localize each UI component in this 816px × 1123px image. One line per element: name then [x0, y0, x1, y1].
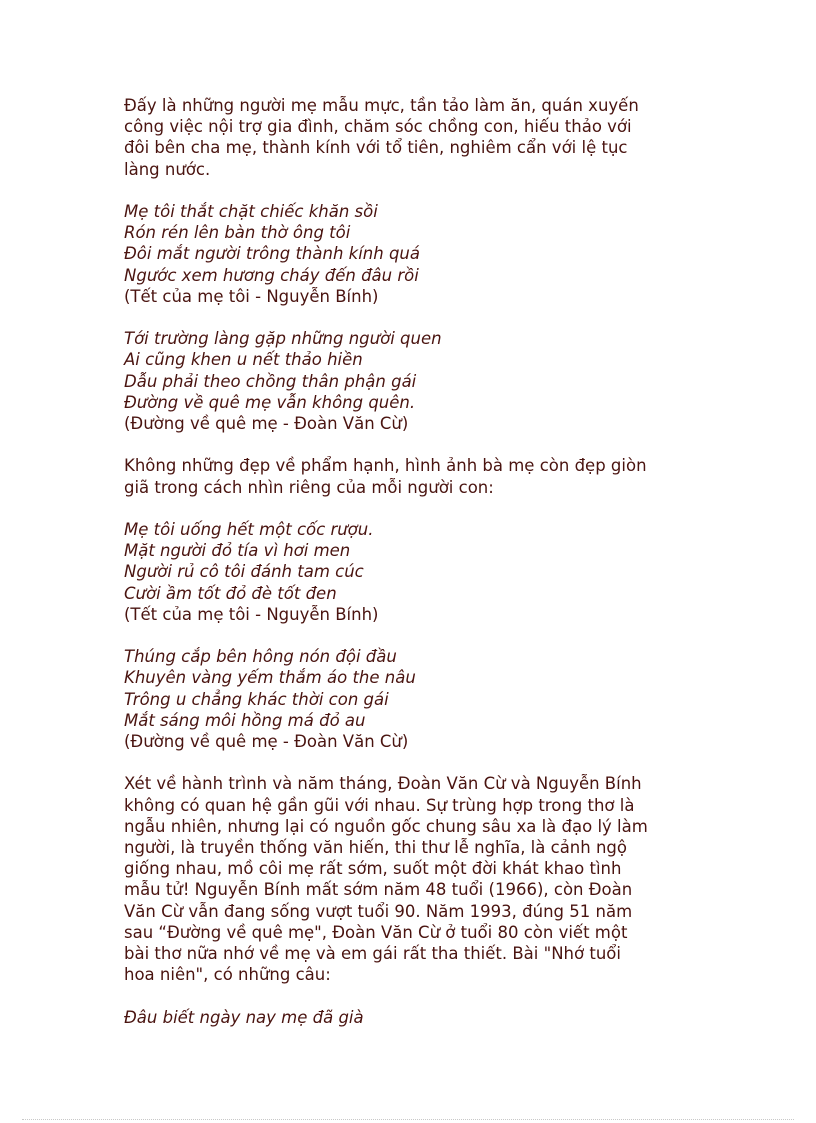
- verse-line: Thúng cắp bên hông nón đội đầu: [124, 647, 397, 667]
- text-line: bài thơ nữa nhớ về mẹ và em gái rất tha thiết. Bài "Nhớ tuổi: [124, 944, 621, 964]
- text-line: làng nước.: [124, 159, 211, 179]
- text-line: đôi bên cha mẹ, thành kính với tổ tiên, nghiêm cẩn với lệ tục: [124, 138, 628, 158]
- text-line: Xét về hành trình và năm tháng, Đoàn Văn Cừ và Nguyễn Bính: [124, 774, 642, 794]
- document-body: [124, 95, 704, 1049]
- text-line: Văn Cừ vẫn đang sống vượt tuổi 90. Năm 1993, đúng 51 năm: [124, 901, 633, 921]
- verse-line: Ai cũng khen u nết thảo hiền: [124, 350, 363, 370]
- page-bottom-divider: [22, 1119, 794, 1120]
- text-line: người, là truyền thống văn hiến, thi thư lễ nghĩa, là cảnh ngộ: [124, 838, 627, 858]
- verse-stanza: [124, 328, 704, 434]
- verse-stanza: [124, 646, 704, 752]
- verse-line: Người rủ cô tôi đánh tam cúc: [124, 562, 364, 582]
- poem-source-citation: (Đường về quê mẹ - Đoàn Văn Cừ): [124, 732, 409, 752]
- text-line: sau “Đường về quê mẹ", Đoàn Văn Cừ ở tuổi 80 còn viết một: [124, 922, 628, 942]
- text-line: hoa niên", có những câu:: [124, 965, 331, 985]
- poem-source-citation: (Tết của mẹ tôi - Nguyễn Bính): [124, 286, 379, 306]
- verse-line: Cười ầm tốt đỏ đè tốt đen: [124, 583, 337, 603]
- text-line: giống nhau, mồ côi mẹ rất sớm, suốt một đời khát khao tình: [124, 859, 622, 879]
- verse-line: Đường về quê mẹ vẫn không quên.: [124, 392, 416, 412]
- text-line: công việc nội trợ gia đình, chăm sóc chồng con, hiếu thảo với: [124, 117, 632, 137]
- verse-line: Đâu biết ngày nay mẹ đã già: [124, 1007, 364, 1027]
- verse-line: Mặt người đỏ tía vì hơi men: [124, 541, 351, 561]
- verse-line: Mẹ tôi uống hết một cốc rượu.: [124, 520, 374, 539]
- text-line: Đấy là những người mẹ mẫu mực, tần tảo làm ăn, quán xuyến: [124, 96, 639, 115]
- verse-stanza: [124, 201, 704, 307]
- poem-source-citation: (Tết của mẹ tôi - Nguyễn Bính): [124, 604, 379, 624]
- verse-line: Rón rén lên bàn thờ ông tôi: [124, 223, 351, 243]
- verse-line: Mắt sáng môi hồng má đỏ au: [124, 710, 366, 730]
- prose-paragraph: [124, 773, 704, 985]
- text-line: mẫu tử! Nguyễn Bính mất sớm năm 48 tuổi (1966), còn Đoàn: [124, 880, 633, 900]
- verse-line: Dẫu phải theo chồng thân phận gái: [124, 371, 417, 391]
- verse-line: Mẹ tôi thắt chặt chiếc khăn sồi: [124, 202, 378, 221]
- verse-stanza: [124, 1007, 704, 1028]
- poem-source-citation: (Đường về quê mẹ - Đoàn Văn Cừ): [124, 414, 409, 434]
- verse-stanza: [124, 519, 704, 625]
- verse-line: Ngước xem hương cháy đến đâu rồi: [124, 265, 419, 285]
- verse-line: Tới trường làng gặp những người quen: [124, 329, 442, 349]
- text-line: không có quan hệ gần gũi với nhau. Sự trùng hợp trong thơ là: [124, 795, 635, 815]
- verse-line: Khuyên vàng yếm thắm áo the nâu: [124, 668, 416, 688]
- prose-paragraph: [124, 455, 704, 497]
- text-line: Không những đẹp về phẩm hạnh, hình ảnh bà mẹ còn đẹp giòn: [124, 456, 647, 476]
- text-line: ngẫu nhiên, nhưng lại có nguồn gốc chung sâu xa là đạo lý làm: [124, 816, 648, 836]
- verse-line: Trông u chẳng khác thời con gái: [124, 689, 389, 709]
- text-line: giã trong cách nhìn riêng của mỗi người con:: [124, 477, 494, 497]
- prose-paragraph: [124, 95, 704, 180]
- verse-line: Đôi mắt người trông thành kính quá: [124, 244, 420, 264]
